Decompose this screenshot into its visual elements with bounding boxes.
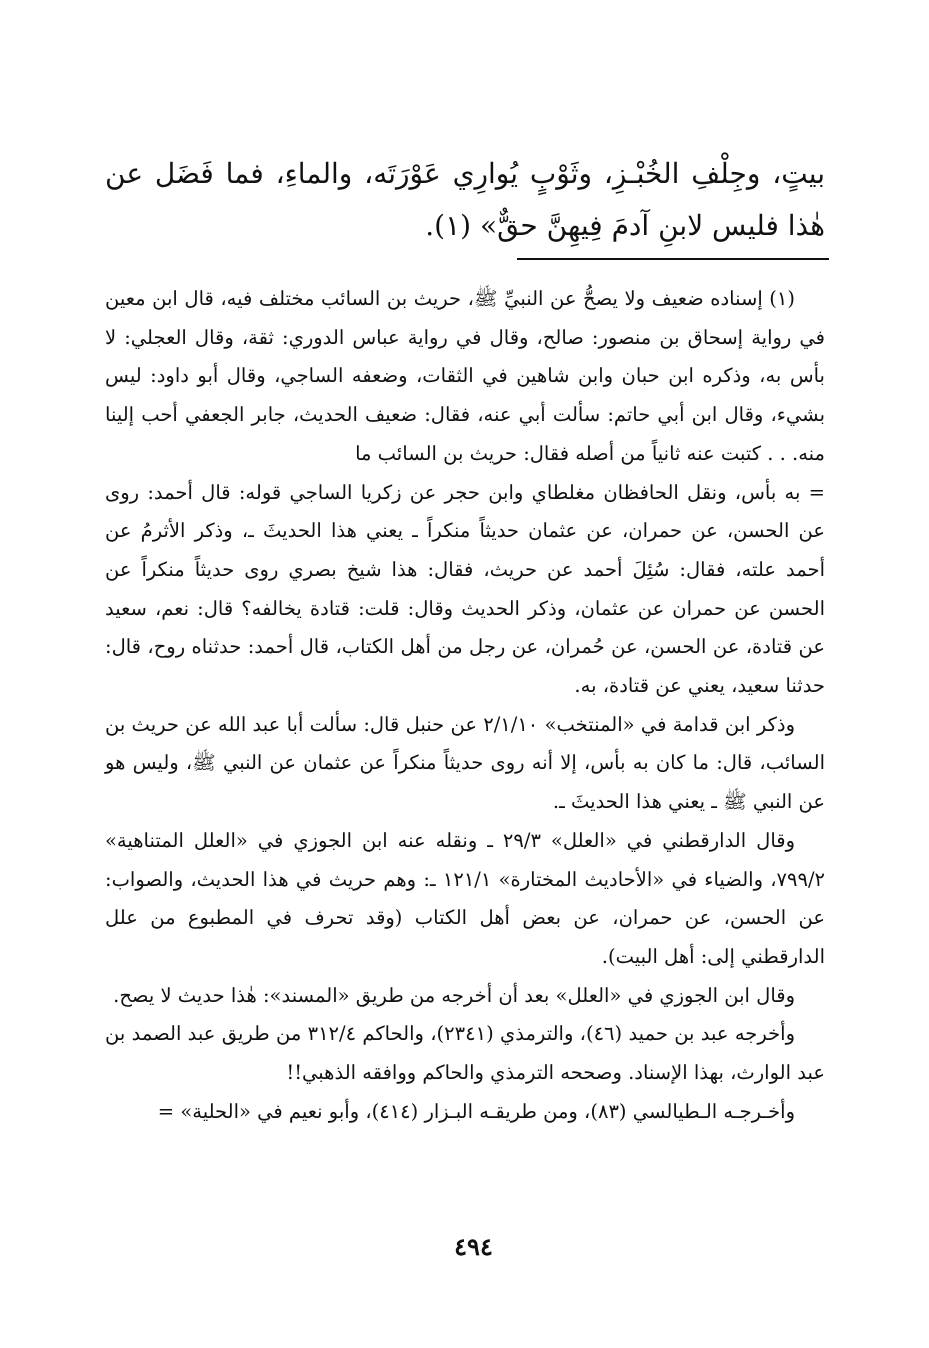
- footnote-paragraph-4: وقال الدارقطني في «العلل» ٢٩/٣ ـ ونقله عنه ابن الجوزي في «العلل المتناهية» ٧٩٩/٢، والضياء في «الأحاديث المختارة» ١٢١/١ ـ: وهم حريث في هذا الحديث، والصواب: عن الحسن، عن حمران، عن بعض أهل الكتاب (وقد تحرف في المطبوع من علل الدارقطني إلى: أهل البيت).: [105, 828, 826, 968]
- footnote-paragraph-7: وأخـرجـه الـطيالسي (٨٣)، ومن طريقـه البـزار (٤١٤)، وأبو نعيم في «الحلية» =: [157, 1099, 795, 1123]
- page-number: [0, 1232, 929, 1261]
- footnote-paragraph-6: وأخرجه عبد بن حميد (٤٦)، والترمذي (٢٣٤١)، والحاكم ٣١٢/٤ من طريق عبد الصمد بن عبد الوارث، بهذا الإسناد. وصححه الترمذي والحاكم ووافقه الذهبي!!: [105, 1022, 825, 1085]
- footnotes-block: [105, 280, 825, 1131]
- footnote-separator: [517, 258, 829, 260]
- footnote-paragraph-5: وقال ابن الجوزي في «العلل» بعد أن أخرجه من طريق «المسند»: هٰذا حديث لا يصح.: [113, 983, 795, 1007]
- main-text-paragraph: بيتٍ، وجِلْفِ الخُبْـزِ، وثَوْبٍ يُوارِي عَوْرَتَه، والماءِ، فما فَضَل عن هٰذا فليس لابنِ آدمَ فِيهِنَّ حقٌّ» (١).: [105, 157, 825, 242]
- page-number-text: ٤٩٤: [454, 1232, 493, 1261]
- main-text-block: [105, 148, 825, 252]
- footnote-paragraph-2: = به بأس، ونقل الحافظان مغلطاي وابن حجر عن زكريا الساجي قوله: قال أحمد: روى عن الحسن، عن حمران، عن عثمان حديثاً منكراً ـ يعني هذا الحديثَ ـ، وذكر الأثرمُ عن أحمد علته، فقال: سُئِلَ أحمد عن حريث، فقال: هذا شيخ بصري روى حديثاً منكراً عن الحسن عن حمران عن عثمان، وذكر الحديث وقال: قلت: قتادة يخالفه؟ قال: نعم، سعيد عن قتادة، عن الحسن، عن حُمران، عن رجل من أهل الكتاب، قال أحمد: حدثناه روح، قال: حدثنا سعيد، يعني عن قتادة، به.: [105, 480, 826, 698]
- footnote-paragraph-3: وذكر ابن قدامة في «المنتخب» ٢/١/١٠ عن حنبل قال: سألت أبا عبد الله عن حريث بن السائب، قال: ما كان به بأس، إلا أنه روى حديثاً منكراً عن عثمان عن النبي ﷺ، وليس هو عن النبي ﷺ ـ يعني هذا الحديثَ ـ.: [105, 712, 825, 814]
- footnote-paragraph-1: (١) إسناده ضعيف ولا يصحُّ عن النبيِّ ﷺ، حريث بن السائب مختلف فيه، قال ابن معين في رواية إسحاق بن منصور: صالح، وقال في رواية عباس الدوري: ثقة، وقال العجلي: لا بأس به، وذكره ابن حبان وابن شاهين في الثقات، وضعفه الساجي، وقال أبو داود: ليس بشيء، وقال ابن أبي حاتم: سألت أبي عنه، فقال: ضعيف الحديث، جابر الجعفي أحب إلينا منه. . . كتبت عنه ثانياً من أصله فقال: حريث بن السائب ما: [105, 287, 825, 465]
